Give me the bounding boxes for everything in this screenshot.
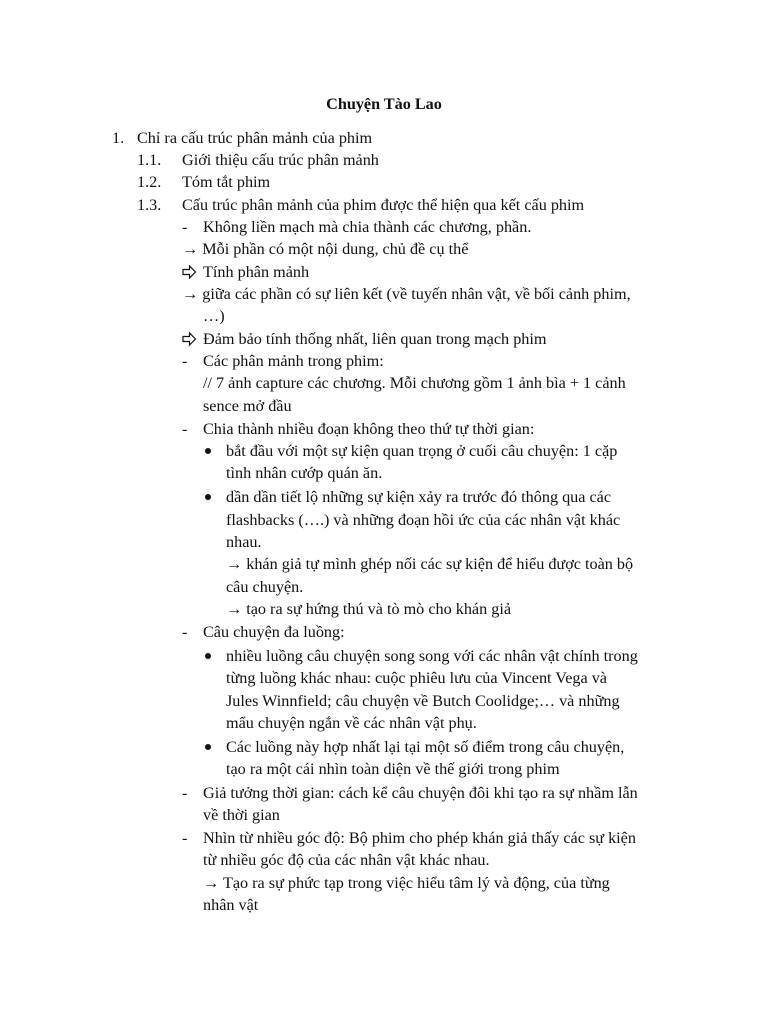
outline-right-arrow-icon (182, 261, 197, 283)
comment-line: sence mở đầu (203, 397, 292, 415)
bullet-item-text: dần dần tiết lộ những sự kiện xảy ra trước đó thông qua các (226, 488, 612, 506)
dash-marker: - (182, 420, 188, 438)
hollow-arrow-line: Tính phân mảnh (203, 263, 310, 281)
subheading-1-3-text: Cấu trúc phân mảnh của phim được thể hiện qua kết cấu phim (182, 196, 585, 214)
arrow-line: → tạo ra sự hứng thú và tò mò cho khán giả (226, 600, 512, 618)
dash-marker: - (182, 218, 188, 236)
bullet-item-text: từng luồng khác nhau: cuộc phiêu lưu của Vincent Vega và (226, 669, 607, 687)
continuation-line: …) (203, 307, 225, 325)
outline-right-arrow-icon (182, 328, 197, 350)
filled-circle-bullet-icon (205, 494, 211, 500)
document-title: Chuyện Tào Lao (326, 95, 442, 113)
bullet-item-text: nhiều luồng câu chuyện song song với các nhân vật chính trong (226, 647, 638, 665)
arrow-line: → khán giả tự mình ghép nối các sự kiện để hiểu được toàn bộ (226, 555, 634, 573)
hollow-arrow-line: Đảm bảo tính thống nhất, liên quan trong mạch phim (203, 330, 547, 348)
bullet-item-text: nhau. (226, 533, 262, 551)
subheading-1-2-text: Tóm tắt phim (182, 173, 271, 191)
dash-item-text: Không liền mạch mà chia thành các chương, phần. (203, 218, 532, 236)
dash-item-text: Nhìn từ nhiều góc độ: Bộ phim cho phép khán giả thấy các sự kiện (203, 829, 636, 847)
bullet-item-text: tạo ra một cái nhìn toàn diện về thế giới trong phim (226, 760, 560, 778)
dash-item-text: Chia thành nhiều đoạn không theo thứ tự thời gian: (203, 420, 535, 438)
dash-marker: - (182, 623, 188, 641)
bullet-item-text: bắt đầu với một sự kiện quan trọng ở cuối câu chuyện: 1 cặp (226, 442, 618, 460)
filled-circle-bullet-icon (205, 744, 211, 750)
list-number-1-3: 1.3. (137, 196, 162, 214)
filled-circle-bullet-icon (205, 448, 211, 454)
arrow-line: → giữa các phần có sự liên kết (về tuyến nhân vật, về bối cảnh phim, (182, 285, 631, 303)
dash-marker: - (182, 352, 188, 370)
dash-item-text: Các phân mảnh trong phim: (203, 352, 384, 370)
bullet-item-text: Các luồng này hợp nhất lại tại một số điểm trong câu chuyện, (226, 738, 625, 756)
dash-marker: - (182, 784, 188, 802)
dash-item-text: Câu chuyện đa luồng: (203, 623, 345, 641)
bullet-item-text: tình nhân cướp quán ăn. (226, 464, 383, 482)
list-number-1-2: 1.2. (137, 173, 162, 191)
filled-circle-bullet-icon (205, 653, 211, 659)
list-number-1: 1. (112, 129, 125, 147)
subheading-1-1-text: Giới thiệu cấu trúc phân mảnh (182, 151, 379, 169)
dash-marker: - (182, 829, 188, 847)
comment-line: // 7 ảnh capture các chương. Mỗi chương gồm 1 ảnh bìa + 1 cảnh (203, 374, 626, 392)
dash-item-text: về thời gian (203, 806, 280, 824)
dash-item-text: từ nhiều góc độ của các nhân vật khác nhau. (203, 851, 490, 869)
bullet-item-text: Jules Winnfield; câu chuyện về Butch Coolidge;… và những (226, 692, 620, 710)
heading-1-text: Chỉ ra cấu trúc phân mảnh của phim (137, 129, 373, 147)
continuation-line: nhân vật (203, 896, 259, 914)
list-number-1-1: 1.1. (137, 151, 162, 169)
bullet-item-text: câu chuyện. (226, 578, 304, 596)
bullet-item-text: mẩu chuyện ngắn về các nhân vật phụ. (226, 714, 477, 732)
bullet-item-text: flashbacks (….) và những đoạn hồi ức của các nhân vật khác (226, 511, 621, 529)
arrow-line: → Mỗi phần có một nội dung, chủ đề cụ thể (182, 240, 469, 258)
arrow-line: → Tạo ra sự phức tạp trong việc hiểu tâm lý và động, của từng (203, 874, 610, 892)
dash-item-text: Giả tưởng thời gian: cách kể câu chuyện đôi khi tạo ra sự nhầm lẫn (203, 784, 638, 802)
